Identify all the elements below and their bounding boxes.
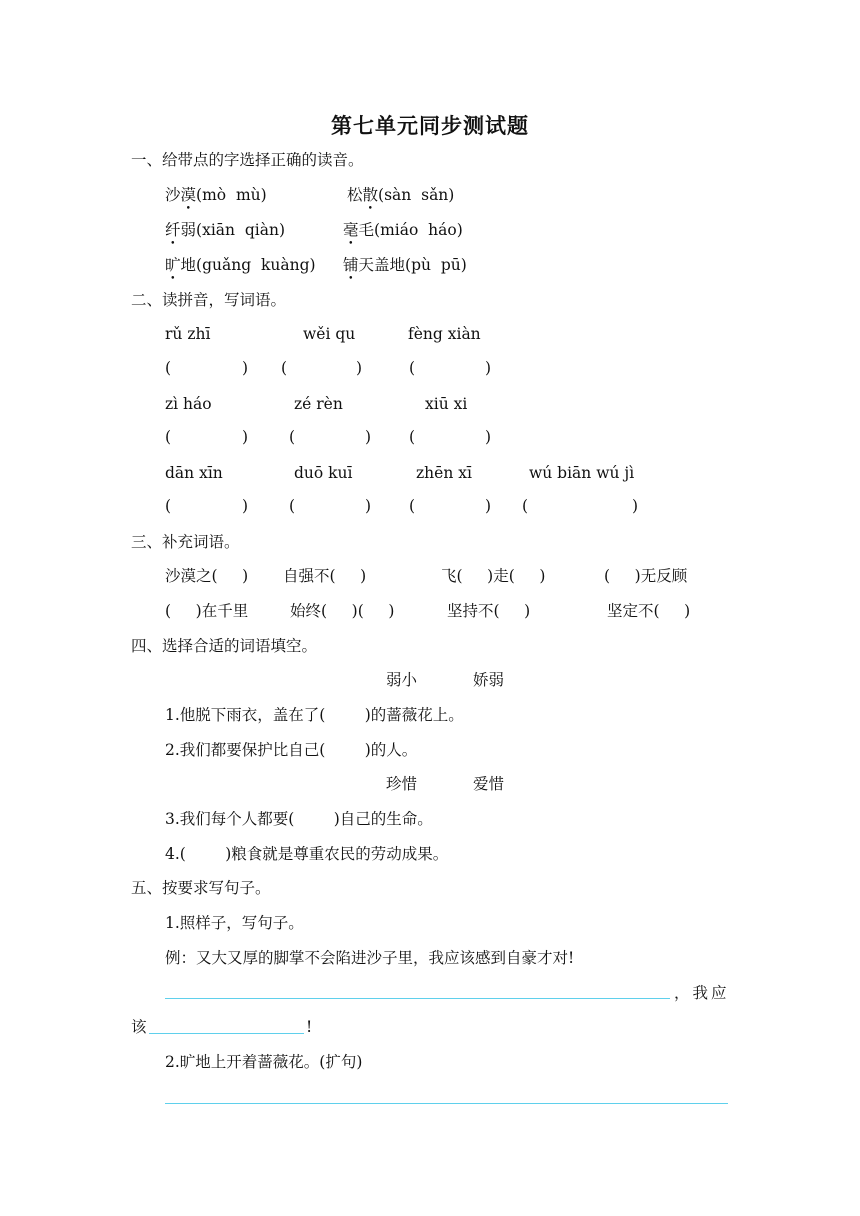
dotted-char: 铺: [343, 256, 359, 274]
answer-bracket-open: (: [289, 428, 296, 446]
item-post: 天盖地: [358, 256, 406, 274]
item-post: 毛: [358, 221, 375, 239]
answer-bracket-close: ): [485, 428, 492, 446]
pinyin-word: zì háo: [165, 395, 212, 413]
pinyin-options: (guǎng kuàng): [196, 256, 316, 274]
pinyin-word: duō kuī: [294, 464, 353, 482]
answer-bracket-close: ): [242, 428, 249, 446]
idiom-blank: ( )无反顾: [604, 567, 688, 585]
pinyin-word: zhēn xī: [416, 464, 472, 482]
answer-bracket-open: (: [165, 359, 172, 377]
word-choice: 珍惜: [386, 775, 418, 793]
pinyin-word: rǔ zhī: [165, 325, 211, 343]
section-1-heading: 一、给带点的字选择正确的读音。: [131, 151, 364, 169]
answer-bracket-close: ): [365, 428, 372, 446]
pinyin-item: [347, 185, 454, 205]
pinyin-item: [343, 255, 467, 275]
question-2: 2.我们都要保护比自己( )的人。: [165, 741, 418, 759]
pinyin-word: fèng xiàn: [408, 325, 481, 343]
dotted-char: 漠: [180, 186, 197, 204]
idiom-blank: 沙漠之( ): [165, 567, 249, 585]
question-3: 3.我们每个人都要( )自己的生命。: [165, 810, 433, 828]
question-4: 4.( )粮食就是尊重农民的劳动成果。: [165, 845, 449, 863]
pinyin-word: dān xīn: [165, 464, 223, 482]
pinyin-word: xiū xi: [425, 395, 468, 413]
answer-bracket-open: (: [165, 428, 172, 446]
answer-bracket-open: (: [409, 497, 416, 515]
answer-bracket-close: ): [365, 497, 372, 515]
sentence-continuation: ，我应: [674, 984, 730, 1002]
section-2-heading: 二、读拼音，写词语。: [131, 291, 287, 309]
example-sentence: 例：又大又厚的脚掌不会陷进沙子里，我应该感到自豪才对!: [165, 949, 575, 967]
answer-bracket-open: (: [165, 497, 172, 515]
pinyin-item: [165, 220, 285, 240]
sentence-continuation: 该: [131, 1018, 147, 1036]
answer-bracket-close: ): [485, 497, 492, 515]
answer-bracket-open: (: [289, 497, 296, 515]
idiom-blank: 飞( )走( ): [441, 567, 546, 585]
pinyin-options: (sàn sǎn): [378, 186, 455, 204]
answer-line[interactable]: [149, 1033, 304, 1034]
item-pre: 松: [347, 186, 363, 204]
pinyin-options: (mò mù): [196, 186, 267, 204]
pinyin-word: wěi qu: [303, 325, 356, 343]
section-5-heading: 五、按要求写句子。: [131, 879, 271, 897]
task-2: 2.旷地上开着蔷薇花。(扩句): [165, 1053, 363, 1071]
answer-bracket-open: (: [522, 497, 529, 515]
item-post: 弱: [180, 221, 197, 239]
answer-bracket-open: (: [409, 428, 416, 446]
answer-line[interactable]: [165, 1103, 728, 1104]
idiom-blank: 始终( )( ): [290, 602, 395, 620]
answer-bracket-open: (: [409, 359, 416, 377]
sentence-end-mark: !: [306, 1018, 313, 1036]
pinyin-options: (pù pū): [405, 256, 467, 274]
pinyin-item: [165, 185, 267, 205]
word-choice: 爱惜: [473, 775, 505, 793]
pinyin-options: (xiān qiàn): [196, 221, 286, 239]
pinyin-word: wú biān wú jì: [529, 464, 635, 482]
dotted-char: 散: [362, 186, 379, 204]
idiom-blank: 坚定不( ): [607, 602, 691, 620]
word-choice: 弱小: [386, 671, 418, 689]
answer-bracket-close: ): [242, 359, 249, 377]
idiom-blank: ( )在千里: [165, 602, 249, 620]
word-choice: 娇弱: [473, 671, 505, 689]
question-1: 1.他脱下雨衣，盖在了( )的蔷薇花上。: [165, 706, 464, 724]
pinyin-options: (miáo háo): [374, 221, 463, 239]
answer-bracket-close: ): [356, 359, 363, 377]
dotted-char: 纤: [165, 221, 181, 239]
task-1: 1.照样子，写句子。: [165, 914, 304, 932]
dotted-char: 毫: [343, 221, 359, 239]
idiom-blank: 坚持不( ): [447, 602, 531, 620]
section-4-heading: 四、选择合适的词语填空。: [131, 637, 318, 655]
answer-line[interactable]: [165, 998, 670, 999]
pinyin-item: [343, 220, 463, 240]
answer-bracket-close: ): [242, 497, 249, 515]
item-pre: 沙: [165, 186, 181, 204]
page-title: 第七单元同步测试题: [331, 113, 529, 138]
pinyin-word: zé rèn: [294, 395, 343, 413]
answer-bracket-close: ): [485, 359, 492, 377]
answer-bracket-open: (: [281, 359, 288, 377]
idiom-blank: 自强不( ): [283, 567, 367, 585]
dotted-char: 旷: [165, 256, 181, 274]
item-post: 地: [180, 256, 197, 274]
answer-bracket-close: ): [632, 497, 639, 515]
pinyin-item: [165, 255, 316, 275]
section-3-heading: 三、补充词语。: [131, 533, 240, 551]
